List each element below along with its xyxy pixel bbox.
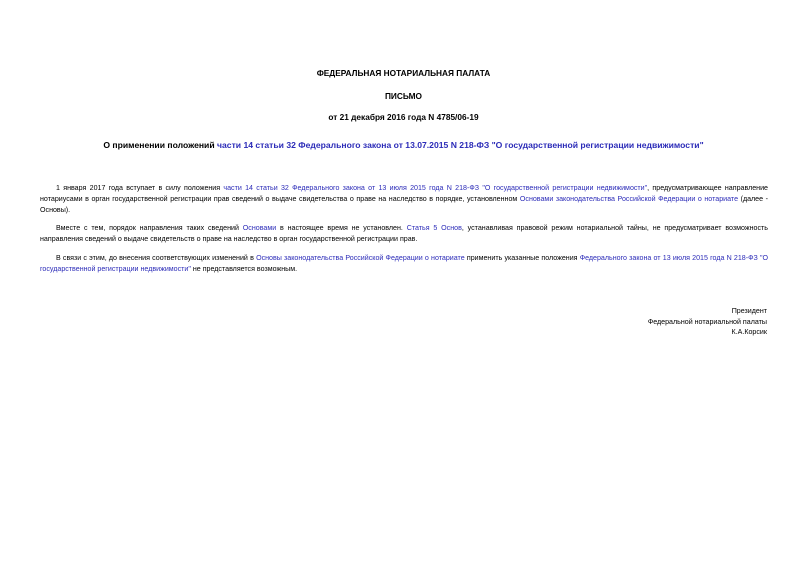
doc-date-number: от 21 декабря 2016 года N 4785/06-19 [328, 112, 479, 122]
org-title: ФЕДЕРАЛЬНАЯ НОТАРИАЛЬНАЯ ПАЛАТА [316, 68, 491, 78]
subject-law-link[interactable]: части 14 статьи 32 Федерального закона от 13.07.2015 N 218-ФЗ "О государственной регистрации недвижимости" [217, 140, 704, 150]
p2-article5-link[interactable]: Статья 5 Основ [406, 224, 462, 232]
paragraph-1 [40, 183, 768, 216]
paragraph-2 [40, 223, 768, 245]
p2-text-3: , устанавливая правовой режим нотариальной тайны, не предусматривает возможность направления сведений о выдаче свидетельств о праве на наследство в орган государственной регистрации прав. [40, 224, 768, 243]
paragraph-3 [40, 253, 768, 275]
subject-prefix: О применении положений [103, 140, 218, 150]
p1-text-3: (далее - Основы). [40, 195, 769, 214]
p2-osnovy-link[interactable]: Основами [242, 224, 277, 232]
signature-title: Президент [731, 307, 767, 315]
doc-type: ПИСЬМО [384, 91, 423, 101]
p1-text-1: 1 января 2017 года вступает в силу положения [56, 184, 224, 192]
p2-text-2: в настоящее время не установлен. [276, 224, 407, 232]
doc-subject [40, 140, 767, 151]
signature-name: К.А.Корсик [731, 328, 767, 336]
p2-text-1: Вместе с тем, порядок направления таких сведений [56, 224, 243, 232]
p1-law-link[interactable]: части 14 статьи 32 Федерального закона от 13 июля 2015 года N 218-ФЗ "О государственной регистрации недвижимости" [223, 184, 648, 192]
p3-text-3: не представляется возможным. [190, 265, 298, 273]
p1-osnovy-link[interactable]: Основами законодательства Российской Федерации о нотариате [519, 195, 739, 203]
p3-text-1: В связи с этим, до внесения соответствующих изменений в [56, 254, 257, 262]
signature-org: Федеральной нотариальной палаты [647, 318, 767, 326]
p3-text-2: применить указанные положения [464, 254, 580, 262]
p3-law-link[interactable]: Федерального закона от 13 июля 2015 года N 218-ФЗ "О государственной регистрации недвижимости" [40, 254, 769, 273]
p3-osnovy-link[interactable]: Основы законодательства Российской Федерации о нотариате [256, 254, 465, 262]
p1-text-2: , предусматривающее направление нотариусами в орган государственной регистрации прав сведений о выдаче свидетельства о праве на наследство в порядке, установленном [40, 184, 768, 203]
